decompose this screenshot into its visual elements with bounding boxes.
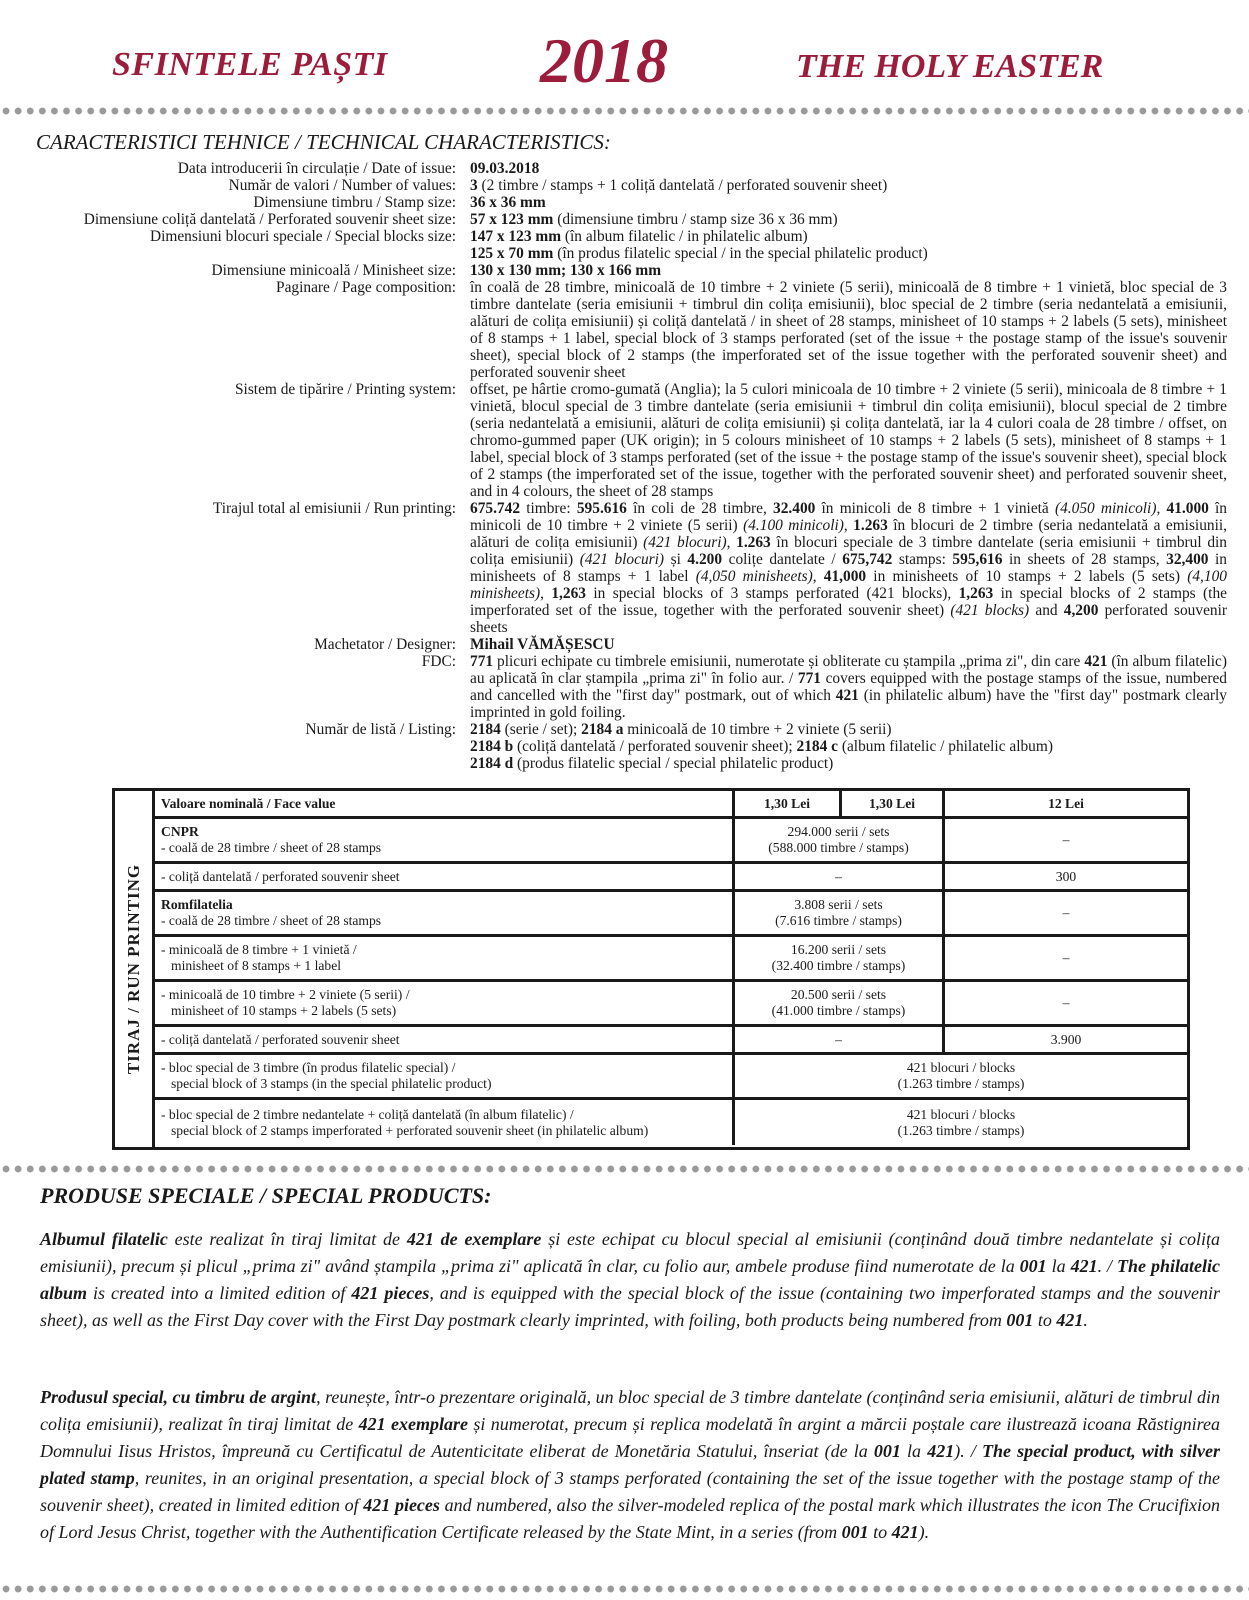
products-title: PRODUSE SPECIALE / SPECIAL PRODUCTS: [40, 1183, 492, 1208]
value: Mihail VĂMĂȘESCU [470, 636, 615, 653]
row-value: 300 [945, 864, 1187, 892]
face-value-3: 12 Lei [945, 791, 1187, 819]
label: FDC: [421, 653, 456, 670]
row-desc: - coliță dantelată / perforated souvenir sheet [155, 864, 735, 892]
group-label: CNPR [161, 824, 199, 839]
header [0, 18, 1249, 98]
row-run-printing [0, 500, 1249, 636]
dotted-divider [0, 106, 1249, 116]
row-date [0, 160, 1249, 177]
row-stamp-size [0, 194, 1249, 211]
label: Tirajul total al emisiunii / Run printing: [212, 500, 456, 517]
value-bold: 57 x 123 mm [470, 211, 554, 228]
table-row: Romfilatelia - coală de 28 timbre / sheet of 28 stamps 3.808 serii / sets (7.616 timbre / stamps) – [155, 892, 1187, 937]
label: Dimensiuni blocuri speciale / Special blocks size: [149, 228, 456, 245]
row-value: – [945, 819, 1187, 864]
row-designer [0, 636, 1249, 653]
row-page-composition [0, 279, 1249, 381]
tech-title: CARACTERISTICI TEHNICE / TECHNICAL CHARACTERISTICS: [36, 130, 611, 154]
product-album-paragraph: Albumul filatelic este realizat în tiraj limitat de 421 de exemplare și este echipat cu blocul special al emisiunii (conținând două timbre nedantelate și colița emisiunii), precum și plicul „prima zi" având ștampila „prima zi" aplicată în clar, cu folio aur, ambele produse fiind numerotate de la 001 la 421. / The philatelic album is created into a limited edition of 421 pieces, and is equipped with the special block of the issue (containing two imperforated stamps and the souvenir sheet), as well as the First Day cover with the First Day postmark clearly imprinted, with foiling, both products being numbered from 001 to 421. [40, 1229, 1220, 1330]
row-value: – [945, 982, 1187, 1027]
face-value-label: Valoare nominală / Face value [155, 791, 735, 819]
table-row: - bloc special de 3 timbre (în produs filatelic special) / special block of 3 stamps (in the special philatelic product) 421 blocuri / blocks (1.263 timbre / stamps) [155, 1055, 1187, 1100]
table-row: - bloc special de 2 timbre nedantelate + coliță dantelată (în album filatelic) / special block of 2 stamps imperforated + perforated souvenir sheet (in philatelic album) 421 blocuri / blocks (1.263 timbre / stamps) [155, 1100, 1187, 1145]
table-row: - minicoală de 10 timbre + 2 viniete (5 serii) / minisheet of 10 stamps + 2 labels (5 sets) 20.500 serii / sets (41.000 timbre / stamps) – [155, 982, 1187, 1027]
label: Dimensiune timbru / Stamp size: [253, 194, 456, 211]
label: Machetator / Designer: [314, 636, 456, 653]
row-value: – [945, 892, 1187, 937]
row-printing-system [0, 381, 1249, 500]
row-desc: - coală de 28 timbre / sheet of 28 stamps [161, 840, 382, 855]
value-bold: 147 x 123 mm [470, 228, 562, 245]
tech-characteristics [0, 160, 1249, 772]
label: Dimensiune minicoală / Minisheet size: [211, 262, 456, 279]
table-row: - coliță dantelată / perforated souvenir sheet – 300 [155, 864, 1187, 892]
value-text: (în album filatelic / in philatelic album) [561, 228, 808, 245]
row-desc: - bloc special de 2 timbre nedantelate + coliță dantelată (în album filatelic) / [161, 1106, 574, 1122]
value: 130 x 130 mm; 130 x 166 mm [470, 262, 662, 279]
label: Număr de listă / Listing: [305, 721, 456, 738]
row-desc: - minicoală de 10 timbre + 2 viniete (5 serii) / [161, 987, 410, 1002]
row-desc: - bloc special de 3 timbre (în produs filatelic special) / [161, 1060, 456, 1075]
issue-year: 2018 [540, 25, 668, 96]
group-label: Romfilatelia [161, 897, 233, 912]
row-fdc [0, 653, 1249, 721]
label: Dimensiune coliță dantelată / Perforated souvenir sheet size: [83, 211, 456, 228]
product-special-paragraph: Produsul special, cu timbru de argint, reunește, într-o prezentare originală, un bloc special de 3 timbre dantelate (conținând seria emisiunii, alături de timbrul din colița emisiunii), realizat în tiraj limitat de 421 exemplare și numerotat, precum și replica modelată în argint a mărcii poștale care ilustrează icoana Răstignirea Domnului Iisus Hristos, împreună cu Certificatul de Autenticitate eliberat de Monetăria Statului, înseriat (de la 001 la 421). / The special product, with silver plated stamp, reunites, in an original presentation, a special block of 3 stamps perforated (containing the set of the issue together with the postage stamp of the souvenir sheet), created in limited edition of 421 pieces and numbered, also the silver-modeled replica of the postal mark which illustrates the icon The Crucifixion of Lord Jesus Christ, together with the Authentification Certificate released by the State Mint, in a series (from 001 to 421). [40, 1387, 1221, 1542]
table-row: - coliță dantelată / perforated souvenir sheet – 3.900 [155, 1027, 1187, 1055]
row-listing [0, 721, 1249, 772]
face-value-1: 1,30 Lei [735, 791, 842, 819]
value: offset, pe hârtie cromo-gumată (Anglia); la 5 culori minicoala de 10 timbre + 2 viniete (5 serii), minicoala de 8 timbre + 1 vinietă, blocul special de 3 timbre dantelate (seria emisiunii + timbrul din colița emisiunii), blocul special de 2 timbre (seria nedantelată a emisiunii, alături de colița emisiunii) și colița dantelată, iar la 4 culori coala de 28 timbre / offset, on chromo-gummed paper (UK origin); in 5 colours minisheet of 10 stamps + 2 labels (5 sets), minisheet of 8 stamps + 1 label, special block of 3 stamps perforated (set of the issue + the postage stamp of the issue's souvenir sheet), special block of 2 stamps (the imperforated set of the issue, together with the perforated souvenir sheet) and perforated souvenir sheet, and in 4 colours, the sheet of 28 stamps [470, 381, 1227, 500]
value-text: (2 timbre / stamps + 1 coliță dantelată / perforated souvenir sheet) [477, 177, 888, 194]
row-value: – [945, 937, 1187, 982]
label: Data introducerii în circulație / Date of issue: [177, 160, 456, 177]
value: în coală de 28 timbre, minicoală de 10 timbre + 2 viniete (5 serii), minicoală de 8 timbre + 1 vinietă, bloc special de 3 timbre dantelate (seria emisiunii + timbrul din colița emisiunii), bloc special de 2 timbre (seria nedantelată a emisiunii, alături de colița emisiunii) și coliță dantelată / in sheet of 28 stamps, minisheet of 10 stamps + 2 labels (5 sets), minisheet of 8 stamps + 1 label, special block of 3 stamps perforated (set of the issue + the postage stamp of the issue's souvenir sheet), special block of 2 stamps (the imperforated set of the issue together with the perforated souvenir sheet) and perforated souvenir sheet [470, 279, 1227, 381]
value-bold: 3 [470, 177, 478, 194]
value-bold: 125 x 70 mm [470, 245, 554, 262]
run-printing-table [112, 788, 1190, 1150]
row-desc: - minicoală de 8 timbre + 1 vinietă / [161, 942, 357, 957]
label: Număr de valori / Number of values: [228, 177, 456, 194]
row-desc: - coală de 28 timbre / sheet of 28 stamps [161, 913, 382, 928]
row-sheet-size [0, 211, 1249, 228]
value: 09.03.2018 [470, 160, 540, 177]
value-text: (în produs filatelic special / in the special philatelic product) [553, 245, 928, 262]
dotted-divider [0, 1164, 1249, 1174]
row-blocks-size [0, 228, 1249, 262]
value: 2184 (serie / set); 2184 a minicoală de 10 timbre + 2 viniete (5 serii) 2184 b (coliță dantelată / perforated souvenir sheet); 2184 c (album filatelic / philatelic album) 2184 d (produs filatelic special / special philatelic product) [470, 721, 1053, 772]
row-minisheet [0, 262, 1249, 279]
label: Sistem de tipărire / Printing system: [234, 381, 456, 398]
face-value-2: 1,30 Lei [842, 791, 945, 819]
table-row: - minicoală de 8 timbre + 1 vinietă / minisheet of 8 stamps + 1 label 16.200 serii / sets (32.400 timbre / stamps) – [155, 937, 1187, 982]
value: 675.742 timbre: 595.616 în coli de 28 timbre, 32.400 în minicoli de 8 timbre + 1 vinietă (4.050 minicoli), 41.000 în minicoli de 10 timbre + 2 viniete (5 serii) (4.100 minicoli), 1.263 în blocuri de 2 timbre (seria nedantelată a emisiunii, alături de colița emisiunii) (421 blocuri), 1.263 în blocuri speciale de 3 timbre dantelate (seria emisiunii + timbrul din colița emisiunii) (421 blocuri) și 4.200 colițe dantelate / 675,742 stamps: 595,616 in sheets of 28 stamps, 32,400 in minisheets of 8 stamps + 1 label (4,050 minisheets), 41,000 in minisheets of 10 stamps + 2 labels (5 sets) (4,100 minisheets), 1,263 in special blocks of 3 stamps perforated (421 blocks), 1,263 in special blocks of 2 stamps (the imperforated set of the issue, together with the perforated souvenir sheet) (421 blocks) and 4,200 perforated souvenir sheets [470, 500, 1228, 636]
row-values [0, 177, 1249, 194]
row-desc: - coliță dantelată / perforated souvenir sheet [155, 1027, 735, 1055]
label: Paginare / Page composition: [276, 279, 456, 296]
value: 36 x 36 mm [470, 194, 546, 211]
value: 771 plicuri echipate cu timbrele emisiunii, numerotate și obliterate cu ștampila „prima zi", din care 421 (în album filatelic) au aplicată în clar ștampila „prima zi" în folio aur. / 771 covers equipped with the postage stamps of the issue, numbered and cancelled with the "first day" postmark, out of which 421 (in philatelic album) have the "first day" postmark clearly imprinted in gold foiling. [470, 653, 1227, 721]
dotted-divider [0, 1584, 1249, 1594]
value-text: (dimensiune timbru / stamp size 36 x 36 mm) [553, 211, 838, 228]
table-row: CNPR - coală de 28 timbre / sheet of 28 stamps 294.000 serii / sets (588.000 timbre / stamps) – [155, 819, 1187, 864]
table-header-row [155, 791, 1187, 819]
side-label-text: TIRAJ / RUN PRINTING [123, 863, 143, 1075]
title-english: THE HOLY EASTER [796, 48, 1104, 85]
run-side-label [115, 791, 155, 1147]
title-romanian: SFINTELE PAȘTI [112, 46, 388, 83]
row-value: 3.900 [945, 1027, 1187, 1055]
run-table [155, 791, 1187, 1145]
